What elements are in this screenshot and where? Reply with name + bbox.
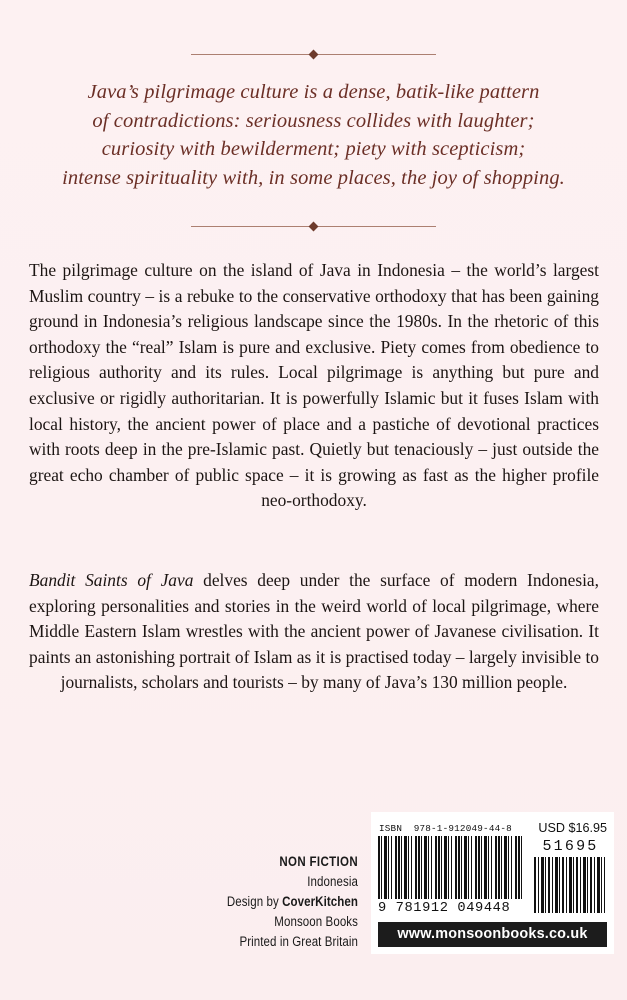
divider-rule-left xyxy=(191,54,309,55)
price-label: USD $16.95 xyxy=(538,821,607,835)
pull-quote-line: Java’s pilgrimage culture is a dense, batik-like pattern xyxy=(87,81,540,103)
diamond-icon xyxy=(309,49,319,59)
publisher-website-bar[interactable]: www.monsoonbooks.co.uk xyxy=(378,922,607,947)
blurb-paragraph-two xyxy=(29,568,599,696)
ean-digits: 9 781912 049448 xyxy=(378,900,511,916)
divider-ornament-bottom xyxy=(0,219,627,233)
blurb-paragraph-two-text: delves deep under the surface of modern Indonesia, exploring personalities and stories in the weird world of local pilgrimage, where Middle Eastern Islam wrestles with the ancient power of Javanese civilisation. It paints an astonishing portrait of Islam as it is practised today – largely invisible to journalists, scholars and tourists – by many of Java’s 130 million people. xyxy=(29,570,599,693)
imprint-credits xyxy=(179,852,358,952)
blurb-paragraph-one: The pilgrimage culture on the island of Java in Indonesia – the world’s largest Muslim country – is a rebuke to the conservative orthodoxy that has been gaining ground in Indonesia’s religious landscape since the 1980s. In the rhetoric of this orthodoxy the “real” Islam is pure and exclusive. Piety comes from obedience to religious authority and its rules. Local pilgrimage is anything but pure and exclusive or rigidly authoritarian. It is powerfully Islamic but it fuses Islam with local history, the ancient power of place and a pastiche of devotional practices with roots deep in the pre-Islamic past. Quietly but tenaciously – just outside the great echo chamber of public space – it is growing as fast as the higher profile neo-orthodoxy. xyxy=(29,260,599,511)
isbn-text xyxy=(379,823,520,834)
pull-quote-line: of contradictions: seriousness collides with laughter; xyxy=(92,109,535,132)
barcode-block xyxy=(371,812,614,954)
book-title-italic: Bandit Saints of Java xyxy=(29,570,194,590)
divider-rule-right xyxy=(318,226,436,227)
design-credit-prefix: Design by xyxy=(226,894,283,909)
divider-ornament-top xyxy=(0,47,627,61)
divider-rule-right xyxy=(318,54,436,55)
barcode-bars-addon5 xyxy=(534,857,605,913)
pull-quote-line: curiosity with bewilderment; piety with scepticism; xyxy=(101,138,526,160)
barcode-top-row xyxy=(378,818,607,916)
subject-label: Indonesia xyxy=(307,874,358,889)
barcode-bars-ean13 xyxy=(378,836,524,899)
price-addon-group xyxy=(534,818,607,913)
pull-quote-line: intense spirituality with, in some places, the joy of shopping. xyxy=(62,166,565,189)
design-credit xyxy=(179,892,358,912)
isbn-barcode-group xyxy=(378,818,524,916)
isbn-label: ISBN xyxy=(379,823,403,834)
pull-quote xyxy=(40,78,587,192)
printed-in-label: Printed in Great Britain xyxy=(239,934,358,949)
diamond-icon xyxy=(309,221,319,231)
publisher-name: Monsoon Books xyxy=(274,914,358,929)
design-studio-name: CoverKitchen xyxy=(282,894,358,909)
divider-rule-left xyxy=(191,226,309,227)
isbn-number: 978-1-912049-44-8 xyxy=(413,823,512,834)
category-label: NON FICTION xyxy=(279,854,358,869)
addon-digits: 51695 xyxy=(542,838,599,855)
